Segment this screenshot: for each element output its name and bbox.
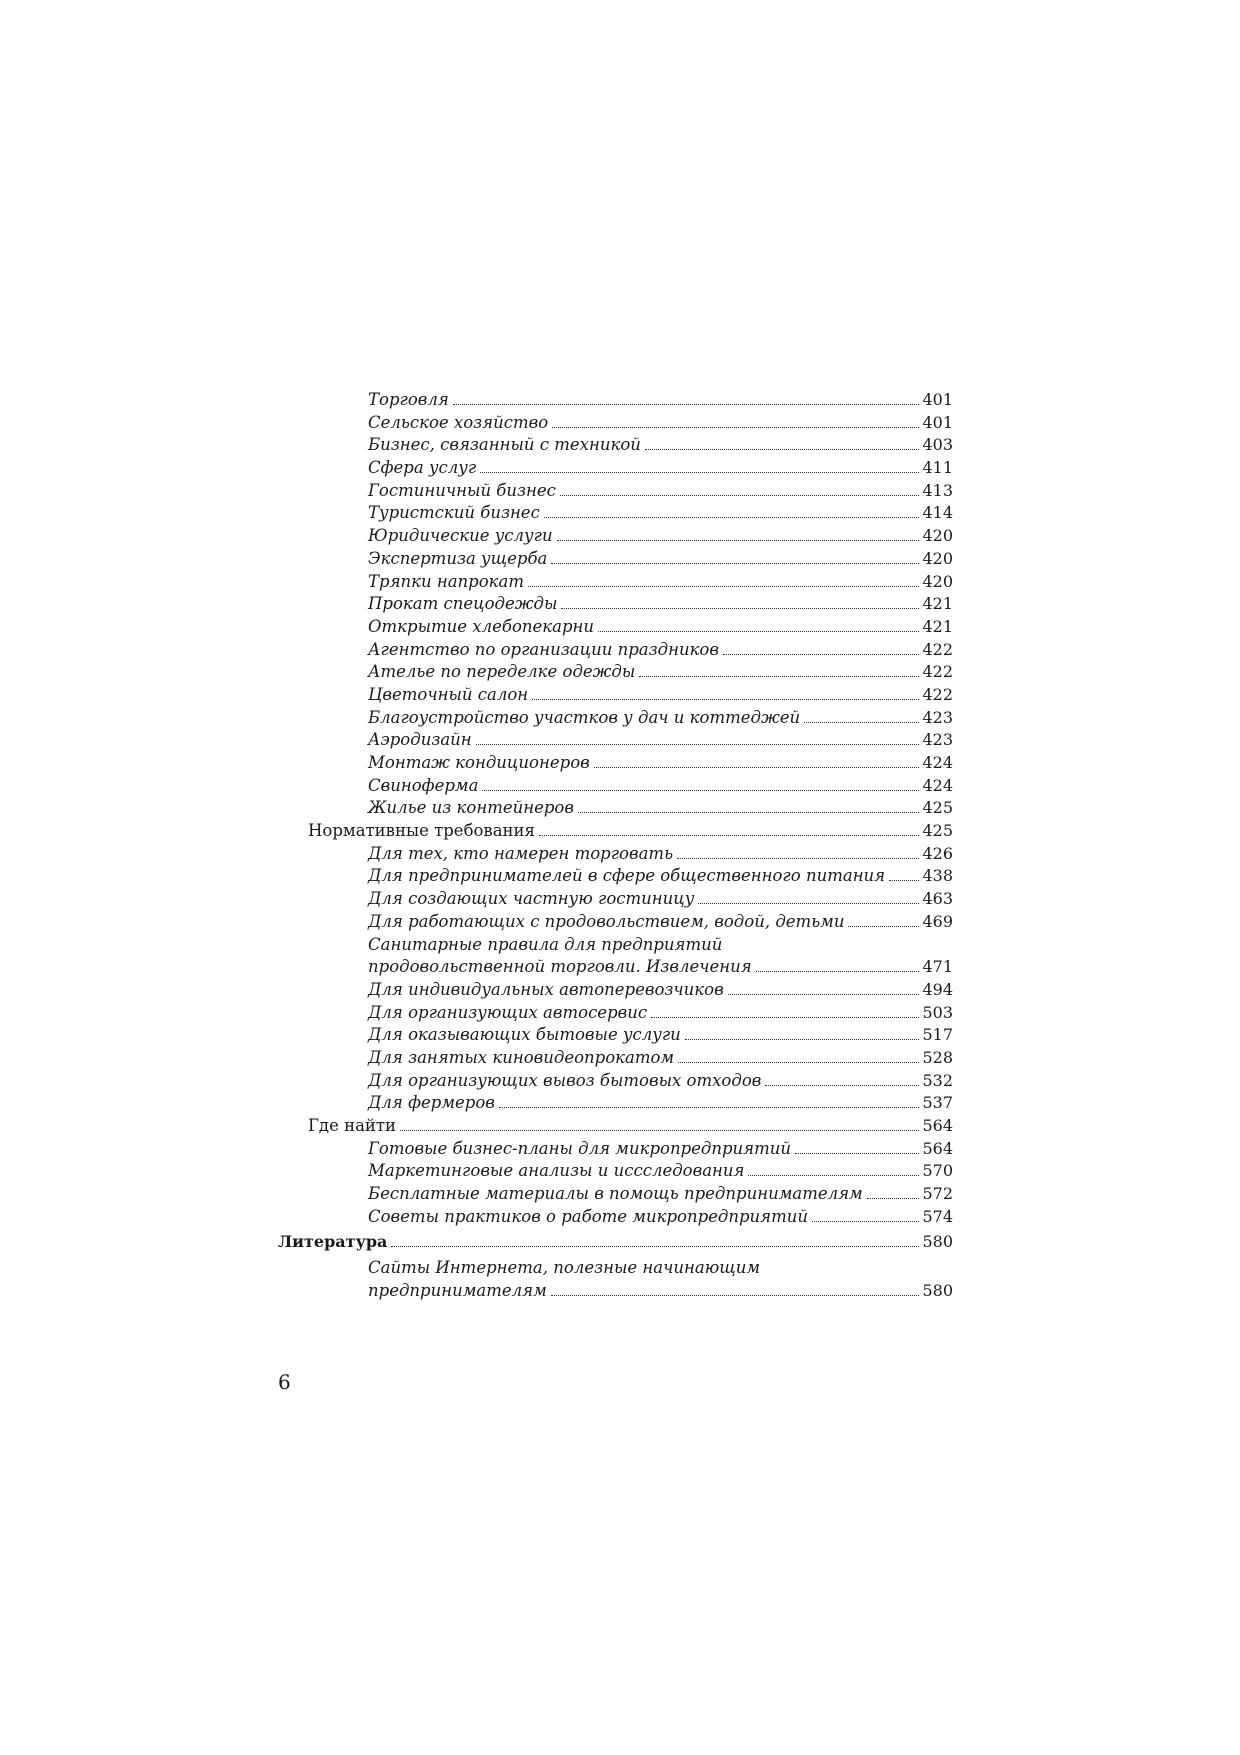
toc-page-number: 421	[922, 616, 953, 636]
dot-leader	[685, 1039, 920, 1040]
dot-leader	[391, 1246, 919, 1247]
toc-entry-title: Туристский бизнес	[368, 503, 540, 523]
toc-page-number: 469	[922, 911, 953, 931]
toc-entry	[278, 1257, 953, 1280]
toc-page-number: 422	[922, 662, 953, 682]
toc-page-number: 503	[922, 1002, 953, 1022]
toc-entry	[278, 775, 953, 798]
dot-leader	[539, 835, 919, 836]
toc-page-number: 426	[922, 843, 953, 863]
dot-leader	[560, 495, 920, 496]
toc-page-number: 564	[922, 1138, 953, 1158]
toc-section	[278, 820, 953, 843]
toc-page-number: 420	[922, 571, 953, 591]
toc-entry-title: Маркетинговые анализы и иccследования	[368, 1161, 745, 1181]
toc-entry-title: Гостиничный бизнес	[368, 480, 556, 500]
toc-page-number: 438	[922, 866, 953, 886]
toc-entry-title: Для занятых киновидеопрокатом	[368, 1047, 675, 1067]
toc-entry-title: Санитарные правила для предприятий	[368, 934, 723, 954]
toc-entry	[278, 571, 953, 594]
toc-entry	[278, 1047, 953, 1070]
toc-page-number: 528	[922, 1047, 953, 1067]
toc-entry	[278, 1002, 953, 1025]
toc-page-number: 463	[922, 889, 953, 909]
toc-page-number: 471	[922, 957, 953, 977]
toc-page-number: 403	[922, 435, 953, 455]
toc-entry-title: Для тех, кто намерен торговать	[368, 843, 674, 863]
toc-entry	[278, 843, 953, 866]
toc-entry-title: Для индивидуальных автоперевозчиков	[368, 979, 724, 999]
toc-entry-title: Аэродизайн	[368, 730, 472, 750]
toc-page-number: 420	[922, 548, 953, 568]
toc-page-number: 564	[922, 1116, 953, 1135]
toc-chapter-title: Литература	[278, 1232, 388, 1252]
toc-entry	[278, 412, 953, 435]
dot-leader	[476, 744, 920, 745]
toc-entry	[278, 593, 953, 616]
toc-entry	[278, 1138, 953, 1161]
toc-entry-title: Тряпки напрокат	[368, 571, 525, 591]
toc-entry-title: предпринимателям	[368, 1280, 547, 1300]
dot-leader	[544, 517, 920, 518]
toc-entry-title: Прокат спецодежды	[368, 594, 558, 614]
dot-leader	[499, 1107, 920, 1108]
dot-leader	[453, 404, 920, 405]
toc-entry-title: Жилье из контейнеров	[368, 798, 574, 818]
toc-page-number: 537	[922, 1093, 953, 1113]
dot-leader	[867, 1198, 920, 1199]
toc-entry	[278, 1160, 953, 1183]
toc-entry	[278, 1024, 953, 1047]
dot-leader	[561, 608, 919, 609]
toc-entry	[278, 1206, 953, 1229]
toc-entry	[278, 979, 953, 1002]
dot-leader	[889, 880, 919, 881]
dot-leader	[400, 1130, 919, 1131]
dot-leader	[848, 926, 919, 927]
toc-entry-title: Цветочный салон	[368, 684, 529, 704]
dot-leader	[651, 1017, 919, 1018]
dot-leader	[765, 1085, 919, 1086]
dot-leader	[639, 676, 919, 677]
toc-page-number: 401	[922, 390, 953, 409]
toc-entry	[278, 502, 953, 525]
toc-page-number: 580	[922, 1232, 953, 1252]
dot-leader	[645, 449, 920, 450]
toc-entry-title: Для создающих частную гостиницу	[368, 889, 695, 909]
toc-page-number: 424	[922, 775, 953, 795]
dot-leader	[728, 994, 920, 995]
toc-page-number: 413	[922, 480, 953, 500]
toc-page-number: 424	[922, 753, 953, 772]
toc-entry	[278, 434, 953, 457]
toc-entry-title: Сайты Интернета, полезные начинающим	[368, 1258, 761, 1278]
toc-page-number: 580	[922, 1280, 953, 1300]
dot-leader	[677, 858, 919, 859]
dot-leader	[557, 540, 920, 541]
toc-entry	[278, 888, 953, 911]
dot-leader	[551, 563, 919, 564]
toc-entry-title: Экспертиза ущерба	[368, 548, 548, 568]
toc-entry	[278, 956, 953, 979]
toc-entry-title: Агентство по организации праздников	[368, 639, 719, 659]
toc-page-number: 411	[922, 458, 953, 478]
toc-section-title: Нормативные требования	[308, 821, 535, 841]
toc-entry	[278, 1280, 953, 1303]
toc-entry	[278, 729, 953, 752]
toc-page-number: 425	[922, 798, 953, 818]
toc-entry-title: Юридические услуги	[368, 526, 553, 546]
toc-page-number: 423	[922, 707, 953, 727]
toc-entry-title: Для фермеров	[368, 1093, 495, 1113]
toc-entry-title: Для оказывающих бытовые услуги	[368, 1025, 681, 1045]
toc-page-number: 420	[922, 526, 953, 546]
toc-entry-title: Торговля	[368, 390, 449, 409]
dot-leader	[578, 812, 919, 813]
dot-leader	[723, 654, 919, 655]
toc-entry	[278, 661, 953, 684]
toc-page-number: 422	[922, 684, 953, 704]
toc-entry	[278, 457, 953, 480]
toc-page-number: 401	[922, 412, 953, 432]
dot-leader	[551, 1295, 920, 1296]
toc-section	[278, 1115, 953, 1138]
toc-page-number: 532	[922, 1070, 953, 1090]
toc-entry	[278, 548, 953, 571]
toc-entry	[278, 616, 953, 639]
toc-entry	[278, 389, 953, 412]
toc-entry-title: Сфера услуг	[368, 458, 477, 478]
toc-page-number: 425	[922, 821, 953, 841]
toc-entry-title: Благоустройство участков у дач и коттеджей	[368, 707, 801, 727]
toc-entry	[278, 684, 953, 707]
toc-entry-title: Монтаж кондиционеров	[368, 753, 590, 772]
toc-page-number: 517	[922, 1025, 953, 1045]
toc-chapter	[278, 1231, 953, 1254]
toc-entry	[278, 865, 953, 888]
toc-entry-title: Ателье по переделке одежды	[368, 662, 636, 682]
toc-entry	[278, 1070, 953, 1093]
dot-leader	[528, 586, 919, 587]
toc-page-number: 414	[922, 503, 953, 523]
dot-leader	[594, 767, 920, 768]
toc-page-number: 494	[922, 979, 953, 999]
toc-entry-title: Открытие хлебопекарни	[368, 616, 595, 636]
toc-page-number: 421	[922, 594, 953, 614]
toc-entry-title: Для работающих с продовольствием, водой, детьми	[368, 911, 845, 931]
dot-leader	[552, 427, 919, 428]
toc-entry-title: Для организующих вывоз бытовых отходов	[368, 1070, 762, 1090]
toc-entry	[278, 797, 953, 820]
toc-section-title: Где найти	[308, 1116, 397, 1135]
toc-entry	[278, 1183, 953, 1206]
toc-page-number: 423	[922, 730, 953, 750]
toc-entry-title: Свиноферма	[368, 775, 479, 795]
table-of-contents	[278, 389, 953, 1303]
toc-entry	[278, 639, 953, 662]
toc-entry-title: Советы практиков о работе микропредприятий	[368, 1206, 808, 1226]
dot-leader	[795, 1153, 919, 1154]
toc-page-number: 574	[922, 1206, 953, 1226]
toc-entry-title: Готовые бизнес-планы для микропредприятий	[368, 1138, 791, 1158]
toc-entry-title: продовольственной торговли. Извлечения	[368, 957, 752, 977]
dot-leader	[480, 472, 919, 473]
dot-leader	[756, 971, 920, 972]
dot-leader	[748, 1175, 919, 1176]
dot-leader	[812, 1221, 919, 1222]
page-number: 6	[278, 1370, 291, 1394]
toc-entry-title: Для предпринимателей в сфере общественного питания	[368, 866, 886, 886]
toc-entry	[278, 707, 953, 730]
dot-leader	[532, 699, 919, 700]
toc-page-number: 572	[922, 1184, 953, 1204]
toc-entry	[278, 1092, 953, 1115]
dot-leader	[482, 790, 919, 791]
dot-leader	[804, 722, 919, 723]
toc-page-number: 570	[922, 1161, 953, 1181]
dot-leader	[678, 1062, 919, 1063]
toc-entry-title: Бесплатные материалы в помощь предпринимателям	[368, 1184, 863, 1204]
toc-entry	[278, 911, 953, 934]
toc-entry-title: Сельское хозяйство	[368, 412, 549, 432]
toc-entry	[278, 480, 953, 503]
toc-page-number: 422	[922, 639, 953, 659]
dot-leader	[598, 631, 919, 632]
toc-entry-title: Бизнес, связанный с техникой	[368, 435, 641, 455]
toc-entry	[278, 525, 953, 548]
toc-entry	[278, 752, 953, 775]
toc-entry	[278, 934, 953, 957]
toc-entry-title: Для организующих автосервис	[368, 1002, 648, 1022]
dot-leader	[698, 903, 919, 904]
